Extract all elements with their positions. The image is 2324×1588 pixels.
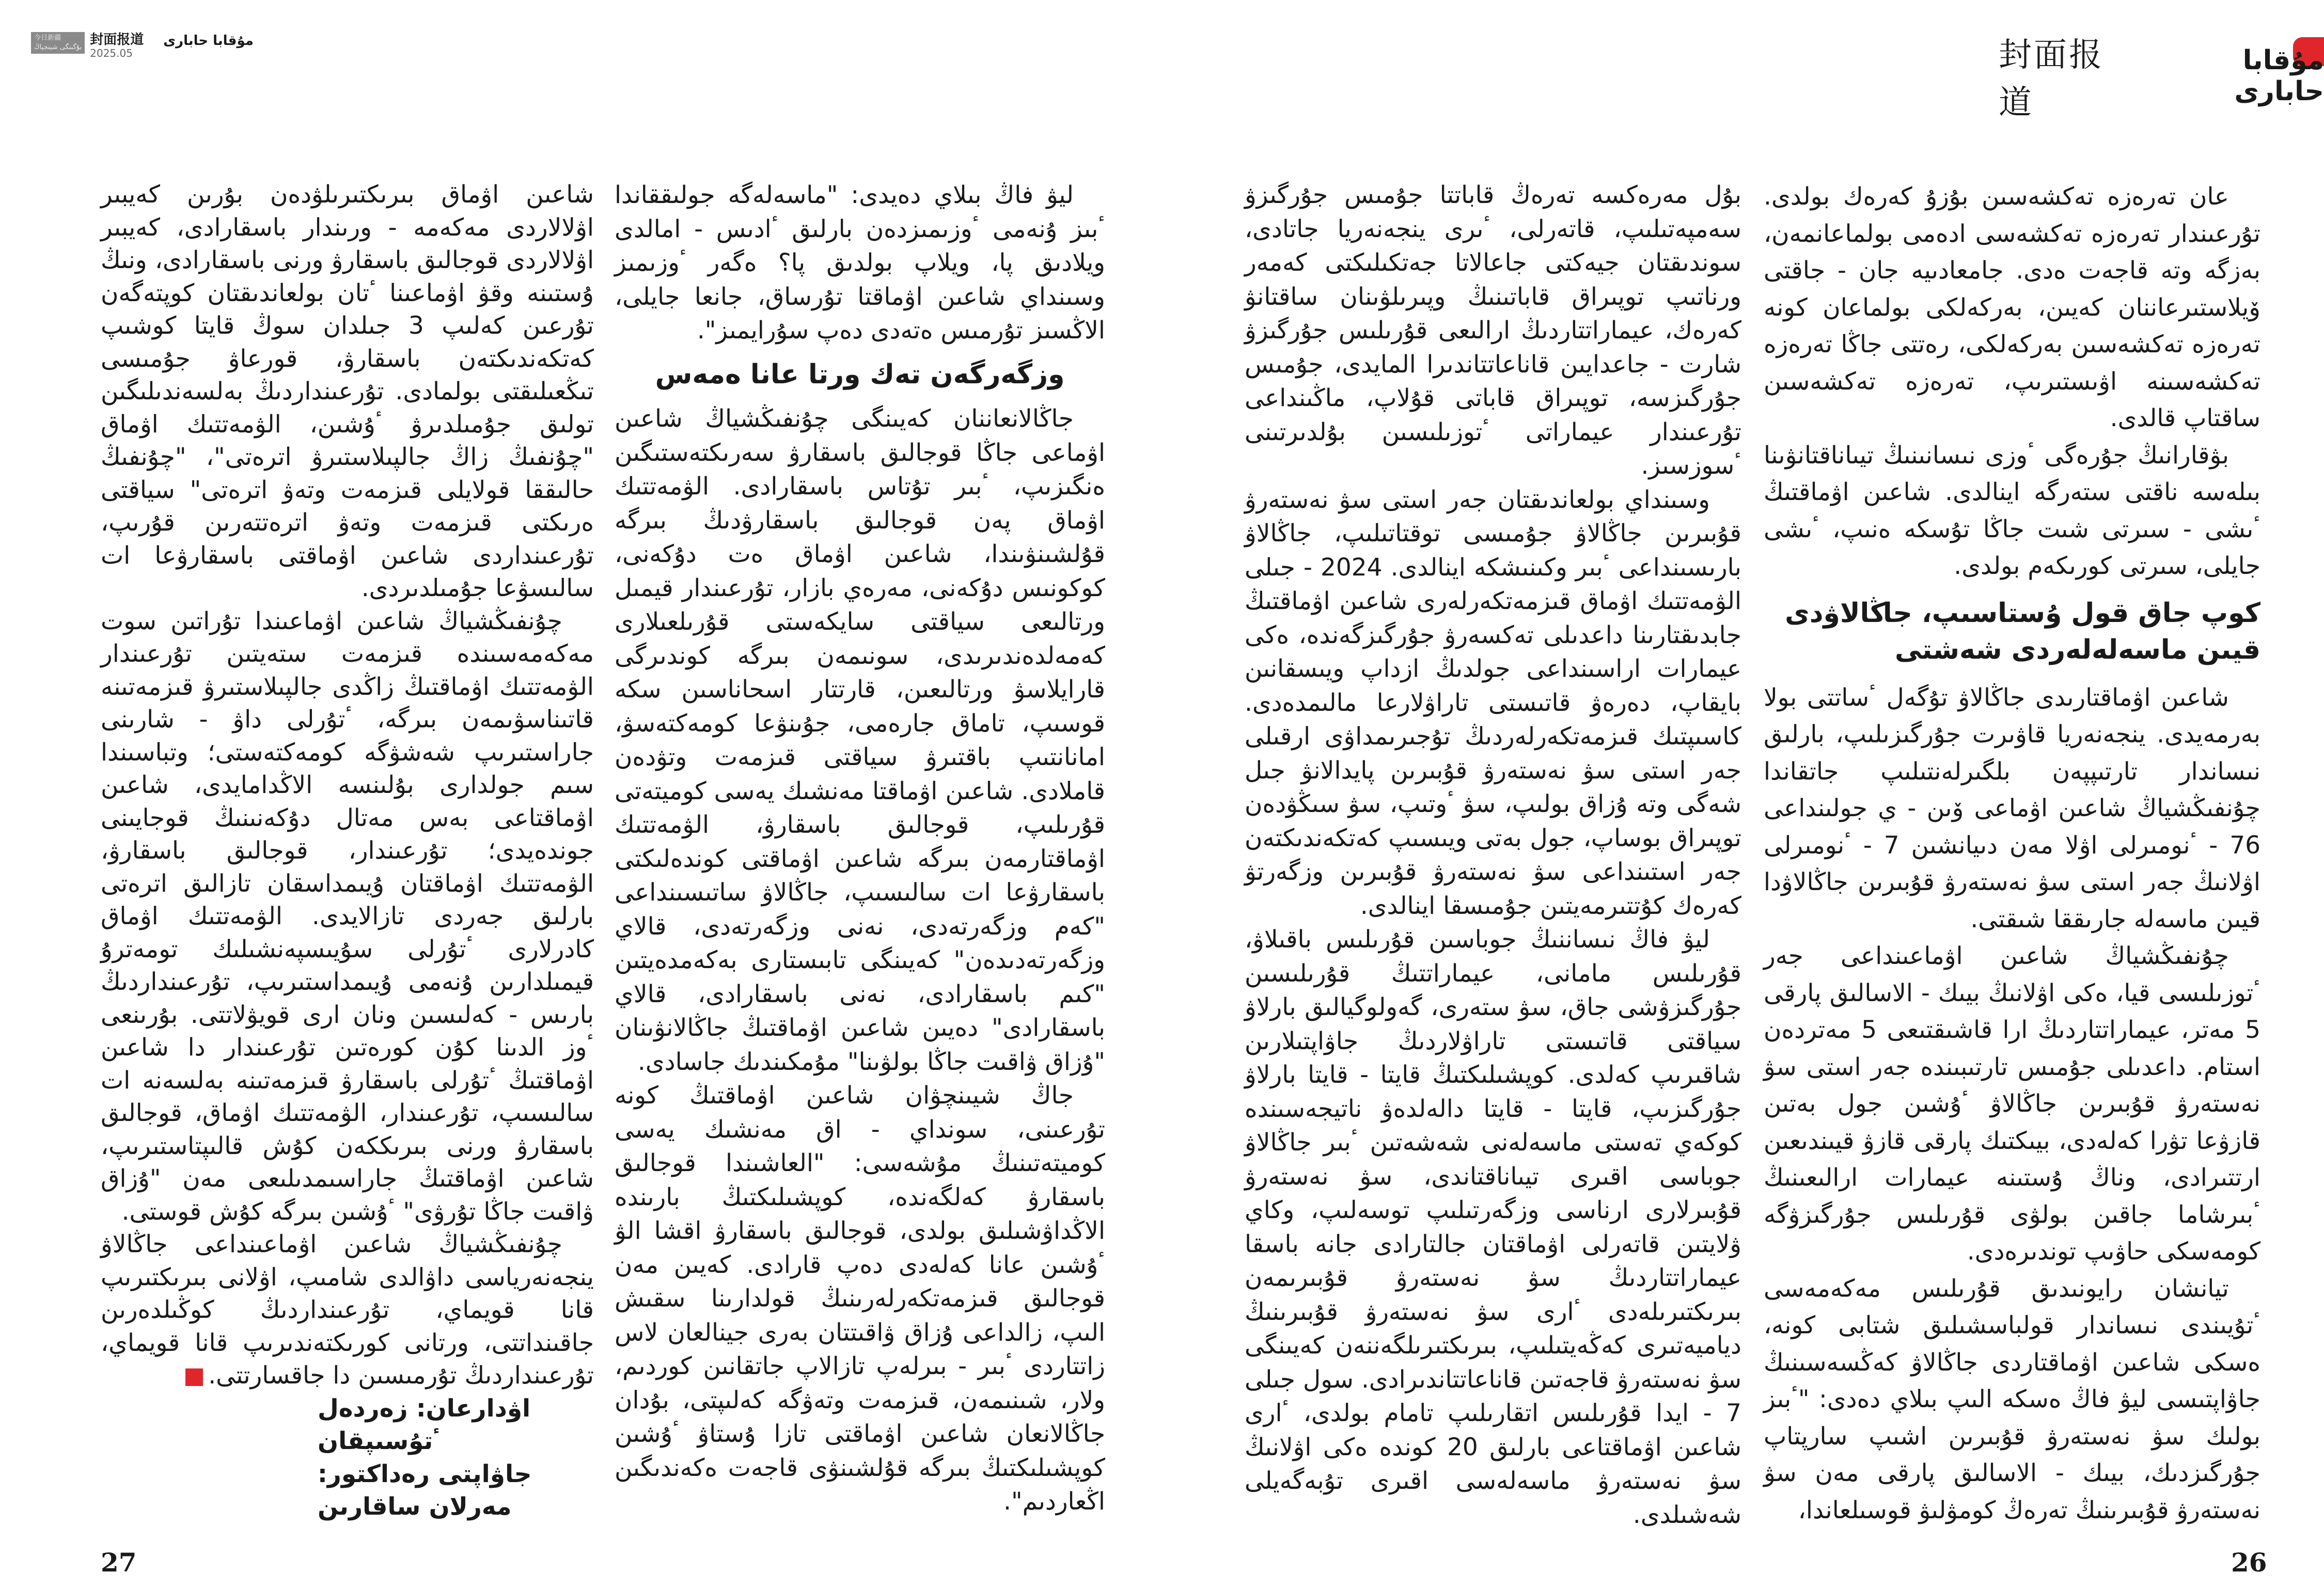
- paragraph: شاعىن اۋماق بىرىكتىرىلۋدەن بۇرىن كەيبىر اۋلالاردى مەكەمە - ورىندار باسقارادى، كەيبىر اۋلالاردى قوجالىق باسقارۋ ورنى باسقارادى، ونىڭ ۇستىنە وقۋ اۋماعىنا ٴتان بولعاندىقتان كوپتەگەن تۇرعىن كەلىپ 3 جىلدان سوڭ قايتا كوشىپ كەتكەندىكتەن باسقارۋ، قورعاۋ جۇمىسى تىڭعىلىقتى بولمادى. تۇرعىنداردىڭ بەلسەندىلىگىن تولىق جۇمىلدىرۋ ٴۇشىن، الۋمەتتىك اۋماق "چۇنفىڭ زاڭ جالپىلاستىرۋ اترەتى"، "چۇنفىڭ حالىققا قولايلى قىزمەت وتەۋ اترەتى" سياقتى ەرىكتى قىزمەت وتەۋ اترەتتەرىن قۇرىپ، تۇرعىنداردى شاعىن اۋماقتى باسقارۋعا ات سالىسۋعا جۇمىلدىردى.: [101, 180, 594, 602]
- subheading: وزگەرگەن تەك ورتا عانا ەمەس: [655, 359, 1065, 390]
- section-title-kz-small: مۇقابا حابارى: [163, 33, 254, 49]
- header-right: [1999, 28, 2324, 123]
- paragraph: شاعىن اۋماقتارىدى جاڭالاۋ تۇگەل ٴساتتى بولا بەرمەيدى. ينجەنەريا قاۋىرت جۇرگىزىلىپ، بارلىق نىساندار تارتىپپەن بلگىرلەنتىلىپ جاتقاندا چۇنفىڭشياڭ شاعىن اۋماعى ۆىن - ي جولىنداعى 76 - ٴنومىرلى اۋلا مەن دىيانشىن 7 - ٴنومىرلى اۋلانىڭ جەر استى سۋ نەستەرۋ قۇبىرىن جاڭالاۋدا قيىن ماسەلە جارىققا شىقتى.: [1764, 683, 2260, 933]
- article-column-4: [101, 178, 594, 1523]
- section-title-kz: مۇقابا حابارى: [2234, 45, 2324, 107]
- paragraph: چۇنفىڭشياڭ شاعىن اۋماعىندا تۇراتىن سوت مەكەمەسىندە قىزمەت ستەيتىن تۇرعىندار الۋمەتتىك اۋماقتىڭ زاڭدى جالپىلاستىرۋ قىزمەتىنە قاتىناسۋىمەن بىرگە، ٴتۇرلى داۋ - شارىنى جاراستىرىپ شەشۋگە كومەكتەستى؛ وتباسىندا سىم جولدارى بۇلىنسە الاڭدامايدى، شاعىن اۋماقتاعى بەس مەتال دۇكەنىنىڭ قوجايىنى جوندەيدى؛ تۇرعىندار، قوجالىق باسقارۋ، الۋمەتتىك اۋماقتان ۇيىمداسقان تازالىق اترەتى بارلىق جەردى تازالايدى. الۋمەتتىك اۋماق كادرلارى ٴتۇرلى سۇيىسپەنشىلىك تومەترۇ قيمىلدارىن ۇنەمى ۇيىمداستىرىپ، تۇرعىنداردىڭ بارىس - كەلىسىن ونان ارى قويۋلاتتى. بۇرىنعى ٴوز الدىنا كۇن كورەتىن تۇرعىندار دا شاعىن اۋماقتىڭ ٴتۇرلى باسقارۋ قىزمەتىنە بەلسەنە ات سالىسىپ، تۇرعىندار، الۋمەتتىك اۋماق، قوجالىق باسقارۋ ورنى بىرىككەن كۇش قالىپتاستىرىپ، شاعىن اۋماقتىڭ جاراسىمدىلىعى مەن "ۇزاق ۋاقىت جاڭا تۇرۋى" ٴۇشىن بىرگە كۇش قوستى.: [101, 606, 594, 1226]
- editor-credit: جاۋاپتى رەداكتور: مەرلان ساقارىن: [318, 1459, 532, 1521]
- paragraph: چۇنفىڭشياڭ شاعىن اۋماعىنداعى جەر ٴتوزىلىسى قيا، ەكى اۋلانىڭ بيىك - الاسالىق پارقى 5 مەتر، عيماراتتاردىڭ ارا قاشىقتىعى 5 مەتردەن استام. داعدىلى جۇمىس تارتىبىندە جەر استى سۋ نەستەرۋ قۇبىرىن جاڭالاۋ ٴۇشىن جول بەتىن قازۋعا تۋرا كەلەدى، بيىكتىك پارقى قازۋ قيىندىعىن ارتتىرادى، وناڭ ۇستىنە عيمارات ارالىعىنىڭ ٴبىرشاما جاقىن بولۋى قۇرىلىس جۇرگىزۋگە كومەسكى حاۋىپ توندىرەدى.: [1764, 942, 2260, 1266]
- article-column-3: [615, 178, 1105, 1519]
- paragraph: ليۋ فاڭ بىلاي دەيدى: "ماسەلەگە جولىققاندا ٴبىز ۇنەمى ٴوزىمىزدەن بارلىق ٴادىس - امالدى ويلادىق پا، ويلاپ بولدىق پا؟ ەگەر ٴوزىمىز وسىنداي شاعىن اۋماقتا تۇرساق، جانعا جايلى، الاڭسىز تۇرمىس ەتەدى دەپ سۇرايمىز".: [615, 181, 1105, 345]
- paragraph: جاڭ شيىنچۋان شاعىن اۋماقتىڭ كونە تۇرعىنى، سونداي - اق مەنشىك يەسى كوميتەتىنىڭ مۇشەسى: "العاشىندا قوجالىق باسقارۋ كەلگەندە، كوپشىلىكتىڭ بارىندە الاڭداۋشىلىق بولدى، قوجالىق باسقارۋ اقشا الۋ ٴۇشىن عانا كەلەدى دەپ قارادى. كەيىن مەن قوجالىق قىزمەتكەرلەرىنىڭ قولدارىنا سقىش الىپ، زالداعى ۇزاق ۋاقىتتان بەرى جينالعان لاس زاتتاردى ٴبىر - بىرلەپ تازالاپ جاتقانىن كوردىم، ولار، شىنىمەن، قىزمەت وتەۋگە كەلىپتى، بۇدان جاڭالانعان شاعىن اۋماقتى تازا ۇستاۋ ٴۇشىن كوپشىلىكتىڭ بىرگە قۇلشىنۋى قاجەت ەكەندىگىن اڭعاردىم".: [615, 1081, 1105, 1516]
- magazine-logo: [31, 32, 85, 54]
- paragraph: بۇل مەرەكسە تەرەڭ قاباتتا جۇمىس جۇرگىزۋ سەمپەتىلىپ، قاتەرلى، ٴىرى ينجەنەريا جاتادى، سوندىقتان جيەكتى جاعالاتا جەتكىلىكتى كەمەر ورناتىپ توپىراق قاباتىنىڭ وپىرىلۋىنان ساقتانۋ كەرەك، عيماراتتاردىڭ ارالىعى قۇرىلىس جۇرگىزۋ شارت - جاعدايىن قاناعاتتاندىرا المايدى، جۇمىس جۇرگىزسە، توپىراق قاباتى قۇلاپ، ماڭىنداعى تۇرعىندار عيماراتى ٴتوزىلىسىن بۇلدىرتىنى ٴسوزسىز.: [1245, 181, 1741, 480]
- translator-credit: اۋدارعان: زەردەل ٴتۇسىپقان: [318, 1394, 531, 1455]
- header-left: [31, 32, 254, 59]
- logo-kz: بۇگىنگى شينجياڭ: [34, 43, 82, 51]
- paragraph: بۋقارانىڭ جۇرەگى ٴوزى نىسانىنىڭ تيىاناقتانۋىنا بىلەسە ناقتى ستەرگە اينالدى. شاعىن اۋماقتىڭ ٴىشى - سىرتى شىت جاڭا تۇسكە ەنىپ، ٴىشى جايلى، سىرتى كورىكەم بولدى.: [1764, 441, 2260, 580]
- end-of-article-icon: [185, 1368, 203, 1386]
- section-title-cn-small: 封面报道: [90, 32, 144, 48]
- paragraph-text: چۇنفىڭشياڭ شاعىن اۋماعىنداعى جاڭالاۋ ينجەنەرياسى داۋالدى شامىپ، اۋلانى بىرىكتىرىپ قانا قويماي، تۇرعىنداردىڭ كوڭىلدەرىن جاقىنداتتى، ورتانى كورىكتەندىرىپ قانا قويماي، تۇرعىنداردىڭ تۇرمىسىن دا جاقسارتتى.: [101, 1230, 594, 1390]
- page-number-right: 26: [2231, 1547, 2267, 1578]
- page-number-left: 27: [101, 1547, 137, 1578]
- section-title-cn: 封面报道: [1999, 36, 2104, 122]
- article-column-1: [1764, 178, 2260, 1529]
- paragraph: وسىنداي بولعاندىقتان جەر استى سۋ نەستەرۋ قۇبىرىن جاڭالاۋ جۇمىسى توقتاتىلىپ، جاڭالاۋ بارىسىنداعى ٴبىر وكىنىشكە اينالدى. 2024 - جىلى الۋمەتتىك اۋماق قىزمەتكەرلەرى شاعىن اۋماقتىڭ جابدىقتارىنا داعدىلى تەكسەرۋ جۇرگىزگەندە، ەكى عيمارات اراسىنداعى جولدىڭ ازداپ ويىسقانىن بايقاپ، دەرەۋ قاتىستى تاراۋلارعا مالىمدەدى. كاسىپتىك قىزمەتكەرلەردىڭ تۇجىرىمداۋى ارقىلى جەر استى سۋ نەستەرۋ قۇبىرىن پايدالانۋ جىل شەگى وتە ۇزاق بولىپ، سۋ ٴوتىپ، سۋ سىڭۋدەن توپىراق بوساپ، جول بەتى ويىسىپ كەتكەندىكتەن جەر استىنداعى سۋ نەستەرۋ قۇبىرىن وزگەرتۋ كەرەك كۇتتىرمەيتىن جۇمىسقا اينالدى.: [1245, 485, 1742, 920]
- paragraph: [101, 1228, 594, 1392]
- subheading: كوپ جاق قول ۇستاسىپ، جاڭالاۋدى قيىن ماسەلەلەردى شەشتى: [1785, 597, 2260, 665]
- article-column-2: [1245, 178, 1741, 1532]
- issue-date: 2025.05: [90, 47, 133, 59]
- paragraph: تيانشان رايونىدىق قۇرىلىس مەكەمەسى ٴتۇيىندى نىساندار قولباسشىلىق شتابى كونە، ەسكى شاعىن اۋماقتاردى جاڭالاۋ كەڭسەسىنىڭ جاۋاپتىسى ليۋ فاڭ ەسكە الىپ بىلاي دەدى: "ٴبىز بولىك سۋ نەستەرۋ قۇبىرىن اشىپ سارپتاپ جۇرگىزدىك، بيىك - الاسالىق پارقى مەن سۋ نەستەرۋ قۇبىرىنىڭ تەرەڭ كومۋلىۋ قوسىلعاندا،: [1764, 1274, 2260, 1524]
- paragraph: جاڭالانعاننان كەيىنگى چۇنفىڭشياڭ شاعىن اۋماعى جاڭا قوجالىق باسقارۋ سەرىكتەستىگىن ەنگىزىپ، ٴبىر تۇتاس باسقارادى. الۋمەتتىك اۋماق پەن قوجالىق باسقارۋدىڭ بىرگە قۇلشىنۋىندا، شاعىن اۋماق ەت دۇكەنى، كوكونىس دۇكەنى، مەرەي بازار، تۇرعىندار قيمىل ورتالىعى سياقتى سايكەستى قۇرىلعىلارى كەمەلدەندىرىدى، سونىمەن بىرگە كوندىرگى قارايلاسۋ ورتالىعىن، قارتتار اسحاناسىن سكە قوسىپ، تاماق جارەمى، جۇىنۋعا كومەكتەسۋ، امانانتىپ باقتىرۋ سياقتى قىزمەت وتۋدەن قاملادى. شاعىن اۋماقتا مەنشىك يەسى كوميتەتى قۇرىلىپ، قوجالىق باسقارۋ، الۋمەتتىك اۋماقتارمەن بىرگە شاعىن اۋماقتى كوندەلىكتى باسقارۋعا ات سالىسىپ، جاڭالاۋ ساتىسىنداعى "كەم وزگەرتەدى، نەنى وزگەرتەدى، قالاي وزگەرتەدىدەن" كەيىنگى تابىستارى بەكەمدەيتىن "كىم باسقارادى، نەنى باسقارادى، قالاي باسقارادى" دەيىن شاعىن اۋماقتىڭ جاڭالانۋىنان "ۇزاق ۋاقىت جاڭا بولۋىنا" مۇمكىندىك جاسادى.: [615, 404, 1105, 1076]
- paragraph: عان تەرەزە تەكشەسىن بۇزۇ كەرەك بولدى. تۇرعىندار تەرەزە تەكشەسى ادەمى بولماعانمەن، بەزگە وتە قاجەت ەدى. جامعادىيە جان - جاقتى ۆيلاستىرعاننان كەيىن، بەركەلكى بولماعان كونە تەرەزە تەكشەسىن بەركەلكى، رەتتى جاڭا تەرەزە تەكشەسىنە اۋىستىرىپ، تەرەزە تەكشەسىن ساقتاپ قالدى.: [1764, 182, 2260, 432]
- logo-cn: 今日新疆: [34, 34, 61, 42]
- paragraph: ليۋ فاڭ نىساننىڭ جوباسىن قۇرىلىس باقىلاۋ، قۇرىلىس مامانى، عيماراتتىڭ قۇرىلىسىن جۇرگىزۋشى جاق، سۋ ستەرى، گەولوگيالىق بارلاۋ سياقتى قاتىستى تاراۋلاردىڭ جاۋاپتىلارىن شاقىرىپ كەلدى. كوپشىلىكتىڭ قايتا - قايتا بارلاۋ جۇرگىزىپ، قايتا - قايتا دالەلدەۋ ناتيجەسىندە كوكەي تەستى ماسەلەنى شەشەتىن ٴبىر جاڭالاۋ جوباسى اقىرى تيىاناقتاندى، سۋ نەستەرۋ قۇبىرلارى ارناسى وزگەرتىلىپ توسەلىپ، وكاي ۋلايتىن قاتەرلى اۋماقتان جالتارادى جانە باسقا عيماراتتاردىڭ سۋ نەستەرۋ قۇبىرىمەن بىرىكتىرىلەدى ٴارى سۋ نەستەرۋ قۇبىرىنىڭ دياميەتىرى كەڭەيتىلىپ، بىرىكتىرىلگەننەن كەيىنگى سۋ نەستەرۋ قاجەتىن قاناعاتتاندىرادى. سول جىلى 7 - ايدا قۇرىلىس اتقارىلىپ تامام بولدى، ٴارى شاعىن اۋماقتاعى بارلىق 20 كوندە ەكى اۋلانىڭ سۋ نەستەرۋ ماسەلەسى اقىرى تۇبەگەيلى شەشىلدى.: [1245, 925, 1741, 1529]
